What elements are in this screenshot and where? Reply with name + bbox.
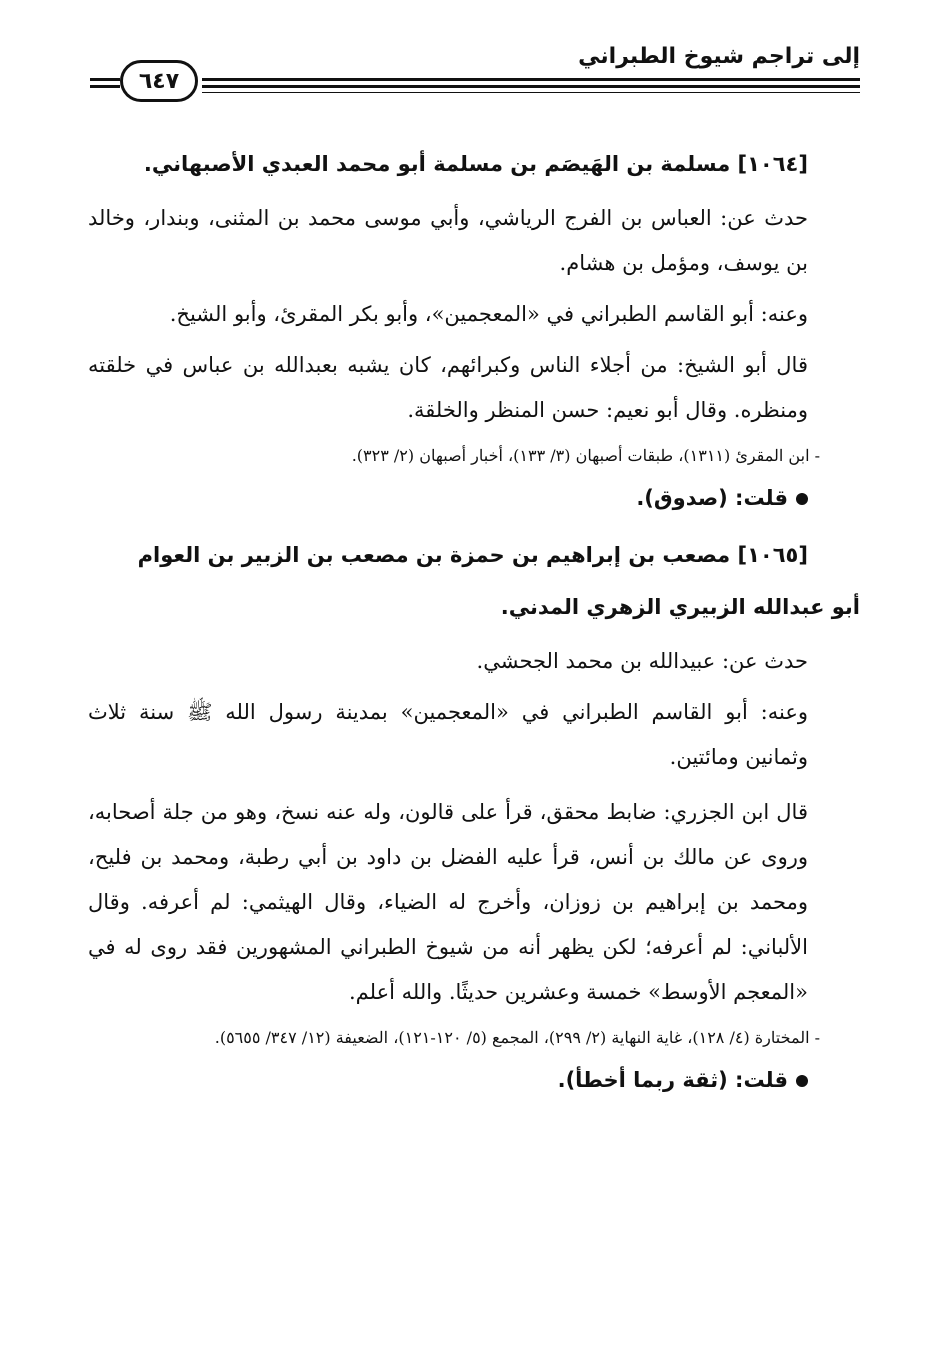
entry-narrated-from: حدث عن: العباس بن الفرج الرياشي، وأبي موسى محمد بن المثنى، وبندار، وخالد بن يوسف، ومؤمل بن هشام. (88, 206, 808, 275)
entry-heading: [١٠٦٤] مسلمة بن الهَيصَم بن مسلمة أبو محمد العبدي الأصبهاني. (143, 152, 808, 176)
header-rule-left (90, 78, 120, 81)
verdict-text: قلت: (صدوق). (636, 486, 788, 510)
entry-sources: - ابن المقرئ (١٣١١)، طبقات أصبهان (٣/ ١٣٣)، أخبار أصبهان (٢/ ٣٢٣). (351, 446, 820, 465)
entry-remarks: قال ابن الجزري: ضابط محقق، قرأ على قالون، وله عنه نسخ، وهو من جلة أصحابه، وروى عن مالك بن أنس، قرأ عليه الفضل بن داود بن أبي رطبة، ومحمد بن فليح، ومحمد بن إبراهيم بن زوزان، وأخرج له الضياء، وقال الهيثمي: لم أعرفه. وقال الألباني: لم أعرفه؛ لكن يظهر أنه من شيوخ الطبراني المشهورين فقد روى له في «المعجم الأوسط» خمسة وعشرين حديثًا. والله أعلم. (88, 800, 808, 1004)
page-number: ٦٤٧ (120, 60, 198, 102)
page-body (88, 138, 860, 1105)
bullet-icon (796, 1075, 808, 1087)
entry-verdict (88, 1055, 860, 1105)
entry-heading: [١٠٦٥] مصعب بن إبراهيم بن حمزة بن مصعب بن الزبير بن العوام (137, 543, 808, 567)
entry-narrators: وعنه: أبو القاسم الطبراني في «المعجمين» بمدينة رسول الله ﷺ سنة ثلاث وثمانين ومائتين. (88, 700, 808, 769)
page-header (90, 40, 860, 110)
entry-narrated-from: حدث عن: عبيدالله بن محمد الجحشي. (476, 649, 808, 673)
header-rule-left (90, 85, 120, 88)
header-rule (202, 78, 860, 81)
bullet-icon (796, 493, 808, 505)
header-rule (202, 85, 860, 88)
entry-verdict (88, 473, 860, 523)
entry-heading-continued: أبو عبدالله الزبيري الزهري المدني. (500, 595, 860, 619)
verdict-text: قلت: (ثقة ربما أخطأ). (557, 1068, 788, 1092)
running-title: إلى تراجم شيوخ الطبراني (578, 44, 860, 69)
header-rule (202, 92, 860, 93)
entry-sources: - المختارة (٤/ ١٢٨)، غاية النهاية (٢/ ٢٩٩)، المجمع (٥/ ١٢٠-١٢١)، الضعيفة (١٢/ ٣٤٧/ ٥٦٥٥). (214, 1028, 820, 1047)
entry-narrators: وعنه: أبو القاسم الطبراني في «المعجمين»، وأبو بكر المقرئ، وأبو الشيخ. (169, 302, 808, 326)
entry-remarks: قال أبو الشيخ: من أجلاء الناس وكبرائهم، كان يشبه بعبدالله بن عباس في خلقته ومنظره. وقال أبو نعيم: حسن المنظر والخلقة. (88, 353, 808, 422)
